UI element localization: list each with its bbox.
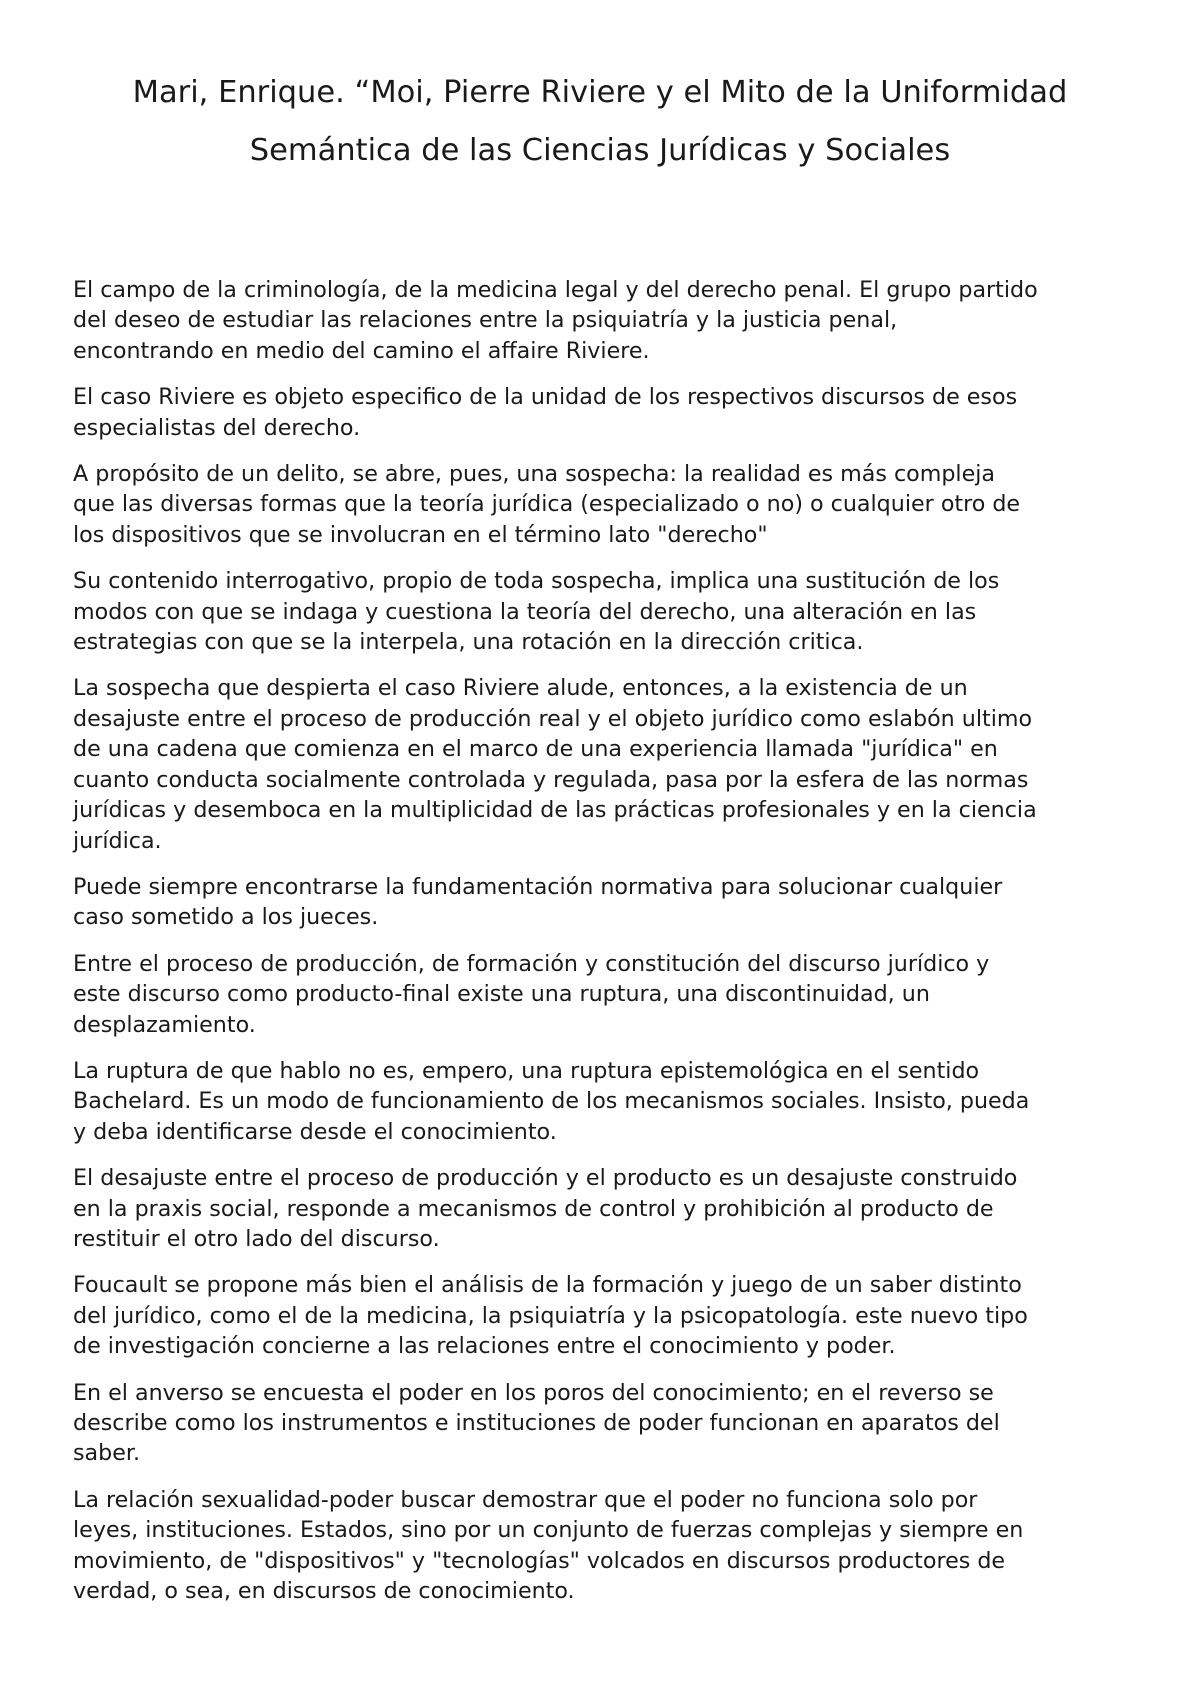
paragraph-line: del jurídico, como el de la medicina, la psiquiatría y la psicopatología. este nuevo tipo	[73, 1302, 1028, 1329]
paragraph-line: de investigación concierne a las relaciones entre el conocimiento y poder.	[73, 1333, 896, 1360]
document-title	[60, 64, 1140, 180]
paragraph	[73, 673, 1143, 855]
paragraph	[73, 1270, 1143, 1361]
paragraph-line: Su contenido interrogativo, propio de toda sospecha, implica una sustitución de los	[73, 568, 1000, 595]
paragraph-line: en la praxis social, responde a mecanismos de control y prohibición al producto de	[73, 1195, 994, 1222]
title-line: Semántica de las Ciencias Jurídicas y Sociales	[249, 133, 951, 168]
paragraph	[73, 566, 1143, 657]
paragraph-line: estrategias con que se la interpela, una rotación en la dirección critica.	[73, 629, 864, 656]
paragraph-line: de una cadena que comienza en el marco de una experiencia llamada "jurídica" en	[73, 736, 998, 763]
paragraph-line: La ruptura de que hablo no es, empero, una ruptura epistemológica en el sentido	[73, 1057, 980, 1084]
paragraph-line: jurídicas y desemboca en la multiplicidad de las prácticas profesionales y en la ciencia	[73, 797, 1037, 824]
paragraph-line: que las diversas formas que la teoría jurídica (especializado o no) o cualquier otro de	[73, 491, 1021, 518]
paragraph	[73, 872, 1143, 933]
paragraph-line: El desajuste entre el proceso de producción y el producto es un desajuste construido	[73, 1165, 1018, 1192]
paragraph	[73, 275, 1143, 366]
paragraph-line: cuanto conducta socialmente controlada y regulada, pasa por la esfera de las normas	[73, 766, 1029, 793]
paragraph-line: Bachelard. Es un modo de funcionamiento de los mecanismos sociales. Insisto, pueda	[73, 1088, 1030, 1115]
paragraph-line: del deseo de estudiar las relaciones entre la psiquiatría y la justicia penal,	[73, 307, 898, 334]
paragraph	[73, 459, 1143, 550]
paragraph	[73, 949, 1143, 1040]
document-body	[73, 275, 1143, 1622]
paragraph-line: desajuste entre el proceso de producción real y el objeto jurídico como eslabón ultimo	[73, 705, 1033, 732]
paragraph-line: movimiento, de "dispositivos" y "tecnologías" volcados en discursos productores de	[73, 1547, 1006, 1574]
paragraph-line: La relación sexualidad-poder buscar demostrar que el poder no funciona solo por	[73, 1486, 978, 1513]
paragraph-line: y deba identificarse desde el conocimiento.	[73, 1118, 557, 1145]
paragraph-line: modos con que se indaga y cuestiona la teoría del derecho, una alteración en las	[73, 598, 977, 625]
paragraph	[73, 382, 1143, 443]
paragraph-line: verdad, o sea, en discursos de conocimiento.	[73, 1578, 575, 1605]
paragraph-line: La sospecha que despierta el caso Riviere alude, entonces, a la existencia de un	[73, 675, 968, 702]
paragraph	[73, 1163, 1143, 1254]
paragraph-line: jurídica.	[73, 827, 162, 854]
paragraph-line: caso sometido a los jueces.	[73, 904, 379, 931]
paragraph-line: Foucault se propone más bien el análisis de la formación y juego de un saber distinto	[73, 1272, 1022, 1299]
paragraph-line: El campo de la criminología, de la medicina legal y del derecho penal. El grupo partido	[73, 277, 1038, 303]
paragraph-line: restituir el otro lado del discurso.	[73, 1225, 440, 1252]
paragraph-line: encontrando en medio del camino el affaire Riviere.	[73, 337, 650, 364]
paragraph-line: los dispositivos que se involucran en el término lato "derecho"	[73, 521, 768, 548]
paragraph-line: describe como los instrumentos e instituciones de poder funcionan en aparatos del	[73, 1410, 1000, 1436]
paragraph-line: Entre el proceso de producción, de formación y constitución del discurso jurídico y	[73, 950, 990, 977]
paragraph-line: desplazamiento.	[73, 1011, 256, 1038]
paragraph-line: A propósito de un delito, se abre, pues, una sospecha: la realidad es más compleja	[73, 461, 995, 488]
paragraph	[73, 1056, 1143, 1147]
paragraph-line: especialistas del derecho.	[73, 414, 361, 441]
title-line: Mari, Enrique. “Moi, Pierre Riviere y el Mito de la Uniformidad	[132, 75, 1068, 110]
paragraph-line: En el anverso se encuesta el poder en los poros del conocimiento; en el reverso se	[73, 1379, 994, 1406]
paragraph-line: saber.	[73, 1440, 141, 1467]
paragraph	[73, 1378, 1143, 1469]
paragraph	[73, 1485, 1143, 1607]
paragraph-line: El caso Riviere es objeto especifico de la unidad de los respectivos discursos de esos	[73, 384, 1018, 411]
paragraph-line: Puede siempre encontrarse la fundamentación normativa para solucionar cualquier	[73, 873, 1003, 900]
paragraph-line: este discurso como producto-final existe una ruptura, una discontinuidad, un	[73, 981, 930, 1008]
paragraph-line: leyes, instituciones. Estados, sino por un conjunto de fuerzas complejas y siempre en	[73, 1517, 1024, 1544]
